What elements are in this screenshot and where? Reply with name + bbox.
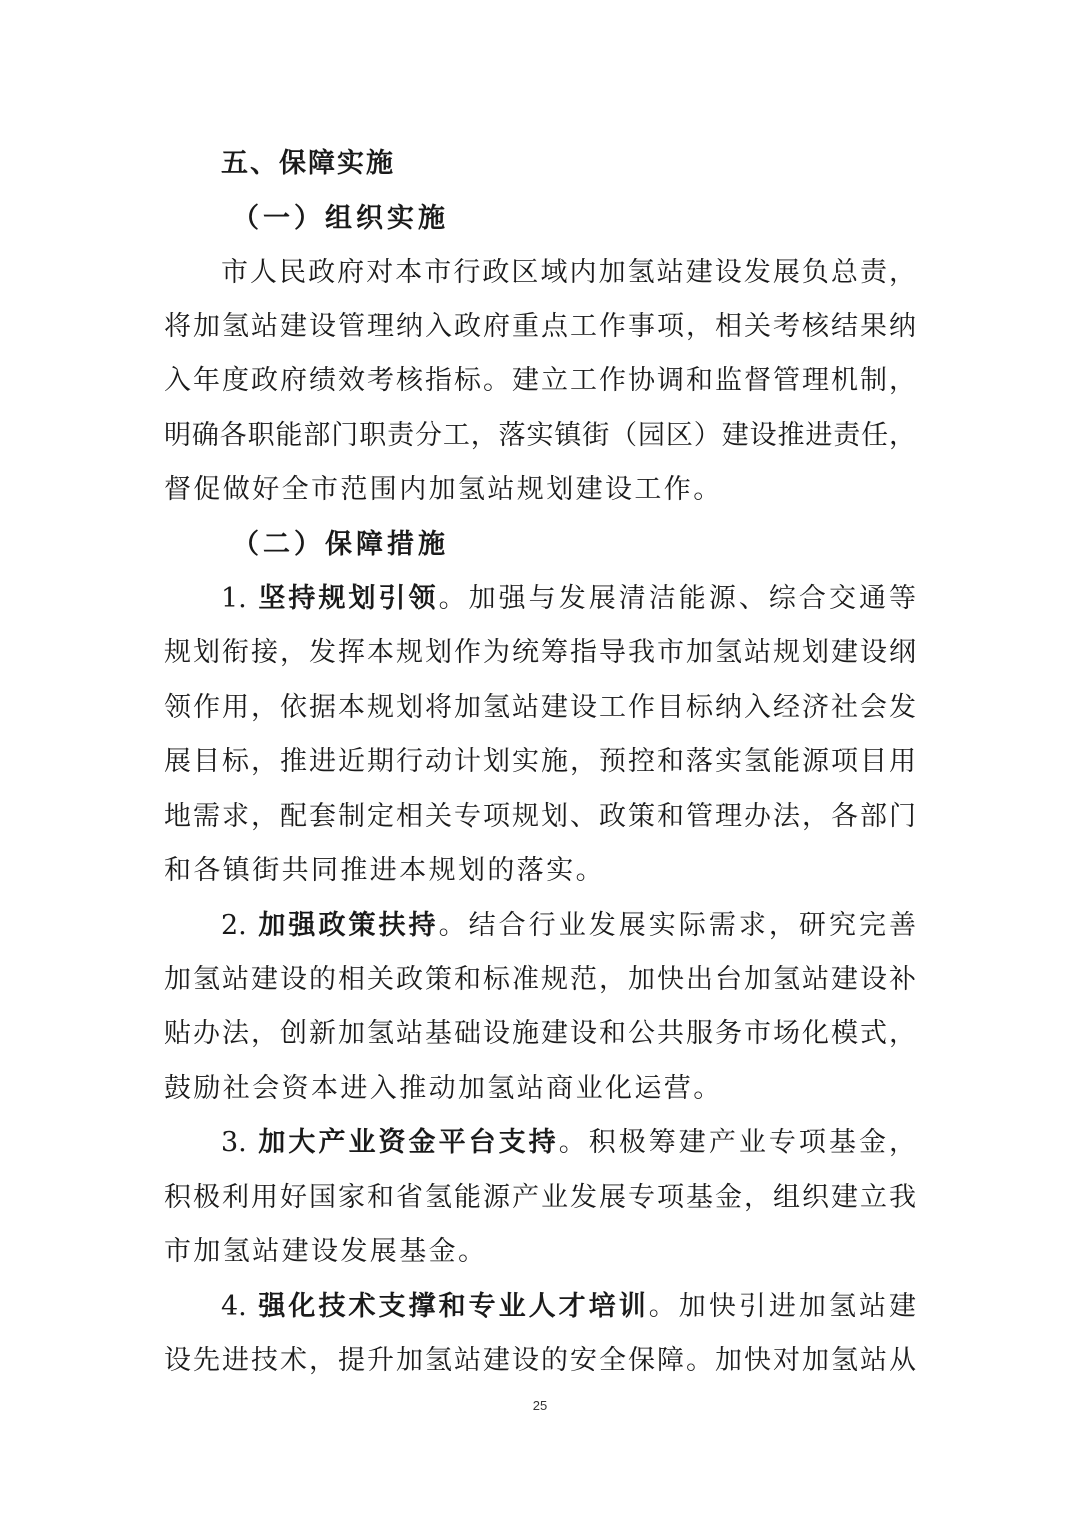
section-title: 五、保障实施 <box>221 148 395 179</box>
paragraph-line: 规划衔接，发挥本规划作为统筹指导我市加氢站规划建设纲 <box>164 637 916 668</box>
item-text: 。积极筹建产业专项基金， <box>558 1127 917 1158</box>
list-item-first-line <box>221 1123 916 1163</box>
paragraph-line: 展目标，推进近期行动计划实施，预控和落实氢能源项目用 <box>164 746 916 777</box>
item-bold-title: 加强政策扶持 <box>258 910 439 941</box>
item-bold-title: 加大产业资金平台支持 <box>258 1127 559 1158</box>
paragraph-line: 明确各职能部门职责分工，落实镇街（园区）建设推进责任， <box>164 420 916 451</box>
list-item-first-line <box>221 579 916 619</box>
list-item-first-line <box>221 906 916 946</box>
item-number: 1. <box>221 583 247 614</box>
subsection-title-measures: （二）保障措施 <box>232 529 449 560</box>
paragraph-line: 领作用，依据本规划将加氢站建设工作目标纳入经济社会发 <box>164 692 916 723</box>
item-text: 。结合行业发展实际需求，研究完善 <box>438 910 917 941</box>
item-number: 4. <box>221 1291 247 1322</box>
item-text: 。加快引进加氢站建 <box>648 1291 917 1322</box>
paragraph-line: 贴办法，创新加氢站基础设施建设和公共服务市场化模式， <box>164 1018 916 1049</box>
paragraph-line: 积极利用好国家和省氢能源产业发展专项基金，组织建立我 <box>164 1182 916 1213</box>
subsection-title-organization: （一）组织实施 <box>232 203 449 234</box>
paragraph-line: 鼓励社会资本进入推动加氢站商业化运营。 <box>164 1073 723 1104</box>
item-bold-title: 强化技术支撑和专业人才培训 <box>258 1291 649 1322</box>
paragraph-line: 市加氢站建设发展基金。 <box>164 1236 488 1267</box>
paragraph-line: 设先进技术，提升加氢站建设的安全保障。加快对加氢站从 <box>164 1345 916 1376</box>
paragraph-line: 督促做好全市范围内加氢站规划建设工作。 <box>164 474 723 505</box>
paragraph-line: 入年度政府绩效考核指标。建立工作协调和监督管理机制， <box>164 365 916 396</box>
item-number: 2. <box>221 910 247 941</box>
paragraph-line: 加氢站建设的相关政策和标准规范，加快出台加氢站建设补 <box>164 964 916 995</box>
paragraph-line: 市人民政府对本市行政区域内加氢站建设发展负总责， <box>221 257 916 288</box>
page-number: 25 <box>532 1398 548 1413</box>
paragraph-line: 地需求，配套制定相关专项规划、政策和管理办法，各部门 <box>164 801 916 832</box>
item-text: 。加强与发展清洁能源、综合交通等 <box>438 583 917 614</box>
paragraph-line: 将加氢站建设管理纳入政府重点工作事项，相关考核结果纳 <box>164 311 916 342</box>
paragraph-line: 和各镇街共同推进本规划的落实。 <box>164 855 605 886</box>
item-bold-title: 坚持规划引领 <box>258 583 439 614</box>
list-item-first-line <box>221 1287 916 1327</box>
item-number: 3. <box>221 1127 247 1158</box>
